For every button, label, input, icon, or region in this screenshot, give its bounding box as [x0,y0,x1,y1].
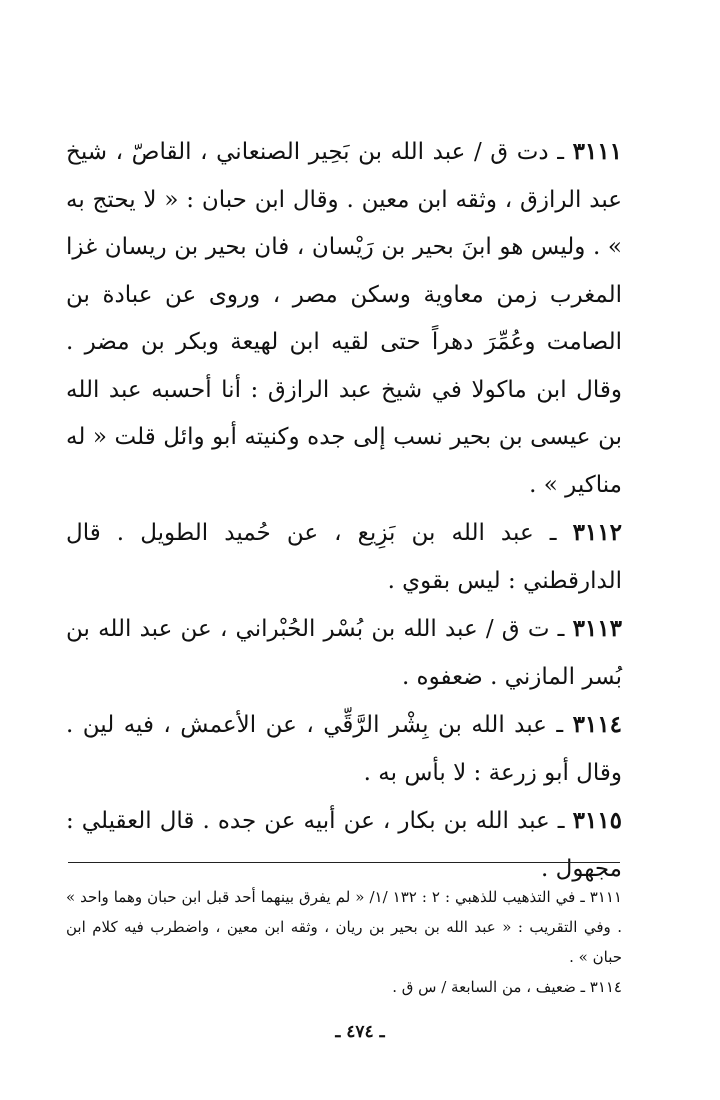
entry-3115 [66,797,622,893]
footnote-3111 [66,882,622,972]
entry-number: ٣١١٣ [572,615,622,642]
entry-text: ـ عبد الله بن بكار ، عن أبيه عن جده . قال العقيلي : مجهول . [66,808,622,882]
entry-number: ٣١١١ [572,138,622,165]
entry-number: ٣١١٢ [572,519,622,546]
page-number: ـ ٤٧٤ ـ [335,1022,385,1042]
entry-number: ٣١١٥ [572,807,622,834]
entry-number: ٣١١٤ [572,711,622,738]
entry-3114 [66,701,622,797]
footnote-number: ٣١١١ [589,888,622,906]
footnote-text: ـ في التذهيب للذهبي : ٢ : ١٣٢ /١/ « لم يفرق بينهما أحد قبل ابن حبان وهما واحد » . وفي التقريب : « عبد الله بن بحير بن ريان ، وثقه ابن معين ، واضطرب فيه كلام ابن حبان » . [66,888,622,966]
footnote-3114 [66,972,622,1002]
entry-3112 [66,509,622,605]
entry-text: ـ عبد الله بن بَزِيع ، عن حُميد الطويل . قال الدارقطني : ليس بقوي . [66,520,622,594]
entry-text: ـ ت ق / عبد الله بن بُسْر الحُبْراني ، عن عبد الله بن بُسر المازني . ضعفوه . [66,616,622,690]
main-text-body [66,128,622,893]
footnote-number: ٣١١٤ [589,978,622,996]
footnote-text: ـ ضعيف ، من السابعة / س ق . [392,978,590,996]
footnotes [66,882,622,1002]
entry-3111 [66,128,622,509]
entry-text: ـ عبد الله بن بِشْر الرَّقِّي ، عن الأعمش ، فيه لين . وقال أبو زرعة : لا بأس به . [66,712,622,786]
footnote-divider [68,862,620,863]
entry-3113 [66,605,622,701]
entry-text: ـ دت ق / عبد الله بن بَحِير الصنعاني ، القاصّ ، شيخ عبد الرازق ، وثقه ابن معين . وقال ابن حبان : « لا يحتج به » . وليس هو ابنَ بحير بن رَيْسان ، فان بحير بن ريسان غزا المغرب زمن معاوية وسكن مصر ، وروى عن عبادة بن الصامت وعُمِّرَ دهراً حتى لقيه ابن لهيعة وبكر بن مضر . وقال ابن ماكولا في شيخ عبد الرازق : أنا أحسبه عبد الله بن عيسى بن بحير نسب إلى جده وكنيته أبو وائل قلت « له مناكير » . [66,139,622,498]
